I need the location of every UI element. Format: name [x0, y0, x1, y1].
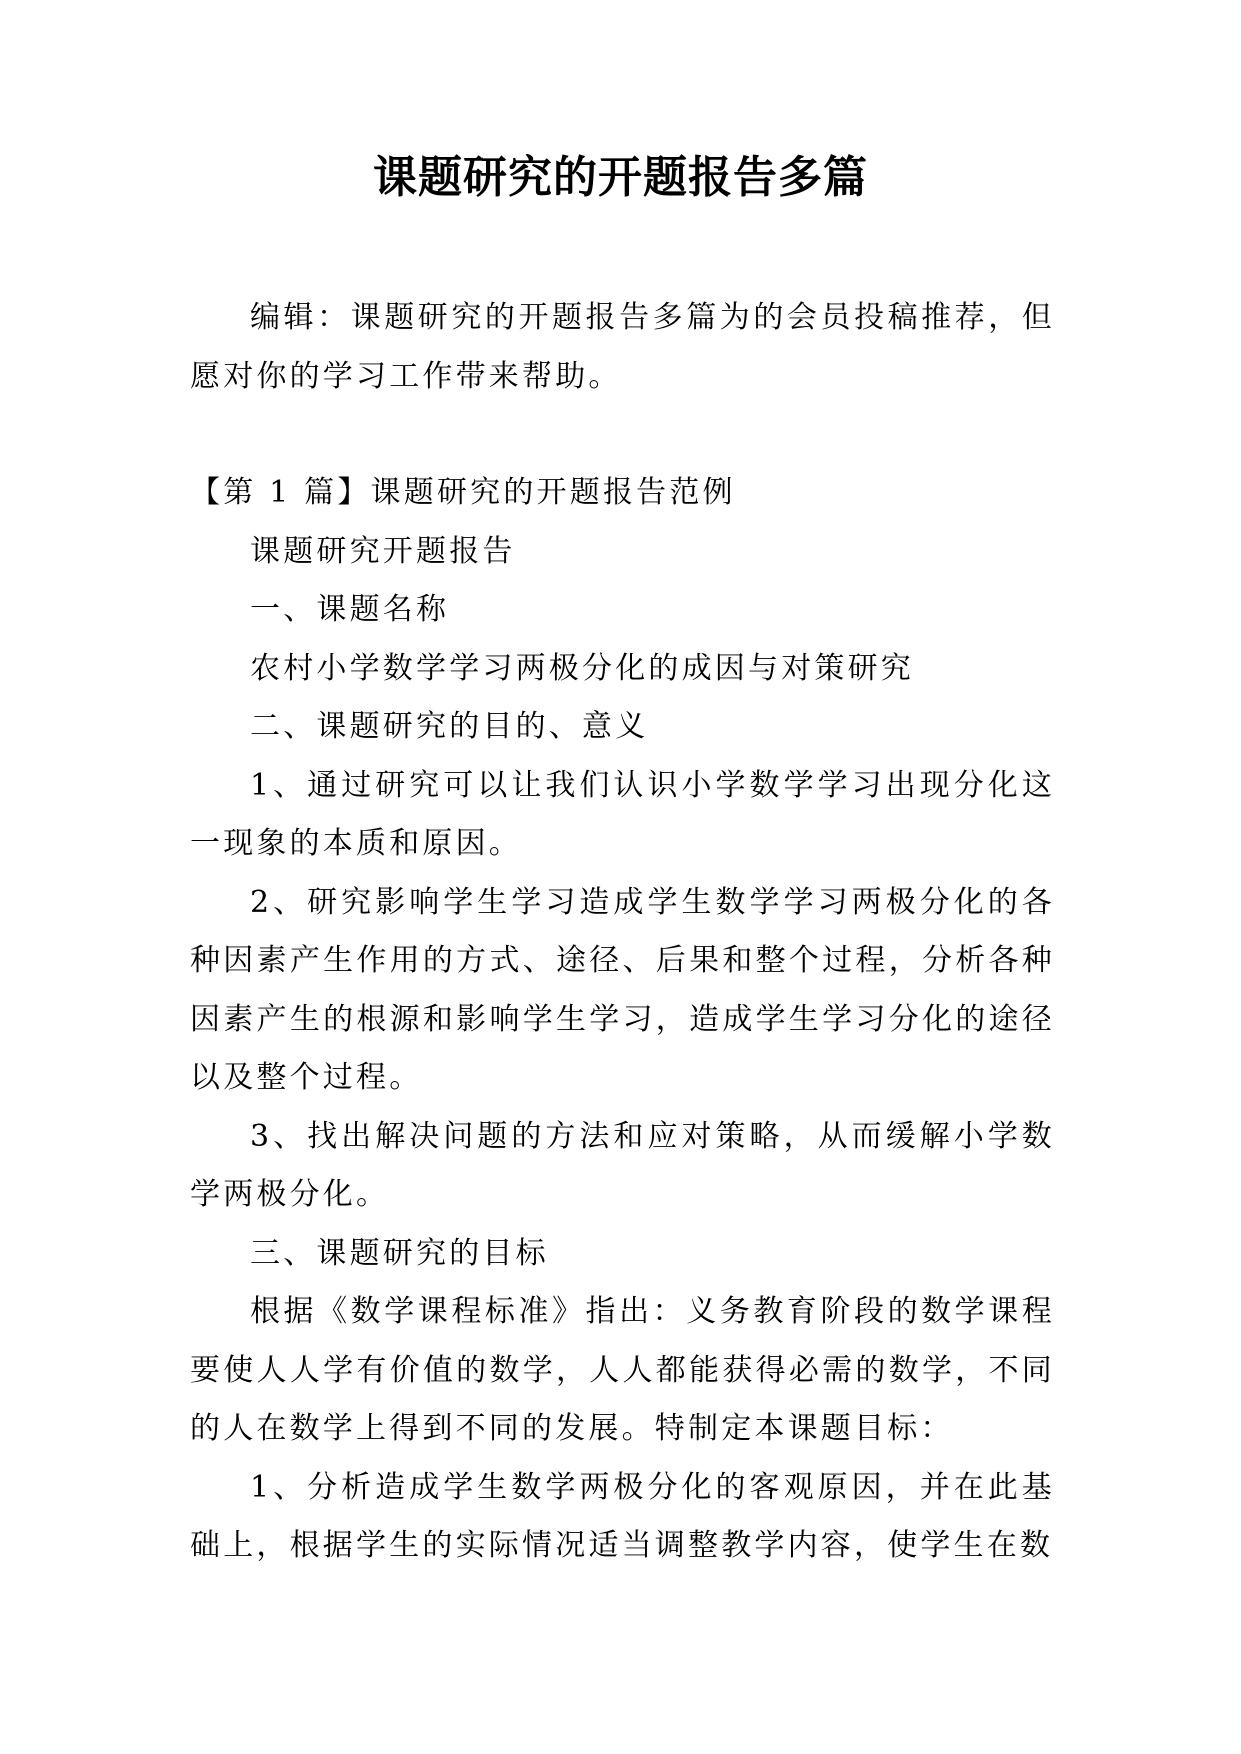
paragraph-spacer — [190, 406, 1055, 464]
topic-name-paragraph: 农村小学数学学习两极分化的成因与对策研究 — [250, 650, 914, 686]
goal-item-1: 1、分析造成学生数学两极分化的客观原因，并在此基础上，根据学生的实际情况适当调整教学内容，使学生在数 — [190, 1469, 1055, 1563]
section-title-purpose: 二、课题研究的目的、意义 — [250, 709, 649, 744]
report-heading: 课题研究开题报告 — [250, 533, 516, 569]
document-body — [190, 289, 1055, 1576]
purpose-item-1: 1、通过研究可以让我们认识小学数学学习出现分化这一现象的本质和原因。 — [190, 767, 1055, 861]
section-title-name: 一、课题名称 — [250, 592, 450, 627]
section-heading: 【第 1 篇】课题研究的开题报告范例 — [190, 475, 736, 510]
section-title-goals: 三、课题研究的目标 — [250, 1235, 549, 1271]
purpose-item-2: 2、研究影响学生学习造成学生数学学习两极分化的各种因素产生作用的方式、途径、后果和整个过程，分析各种因素产生的根源和影响学生学习，造成学生学习分化的途径以及整个过程。 — [190, 884, 1055, 1095]
intro-paragraph: 编辑：课题研究的开题报告多篇为的会员投稿推荐，但愿对你的学习工作带来帮助。 — [190, 300, 1055, 394]
document-title: 课题研究的开题报告多篇 — [373, 152, 868, 203]
purpose-item-3: 3、找出解决问题的方法和应对策略，从而缓解小学数学两极分化。 — [190, 1118, 1055, 1212]
goals-intro-paragraph: 根据《数学课程标准》指出：义务教育阶段的数学课程要使人人学有价值的数学，人人都能获得必需的数学，不同的人在数学上得到不同的发展。特制定本课题目标： — [190, 1294, 1055, 1446]
